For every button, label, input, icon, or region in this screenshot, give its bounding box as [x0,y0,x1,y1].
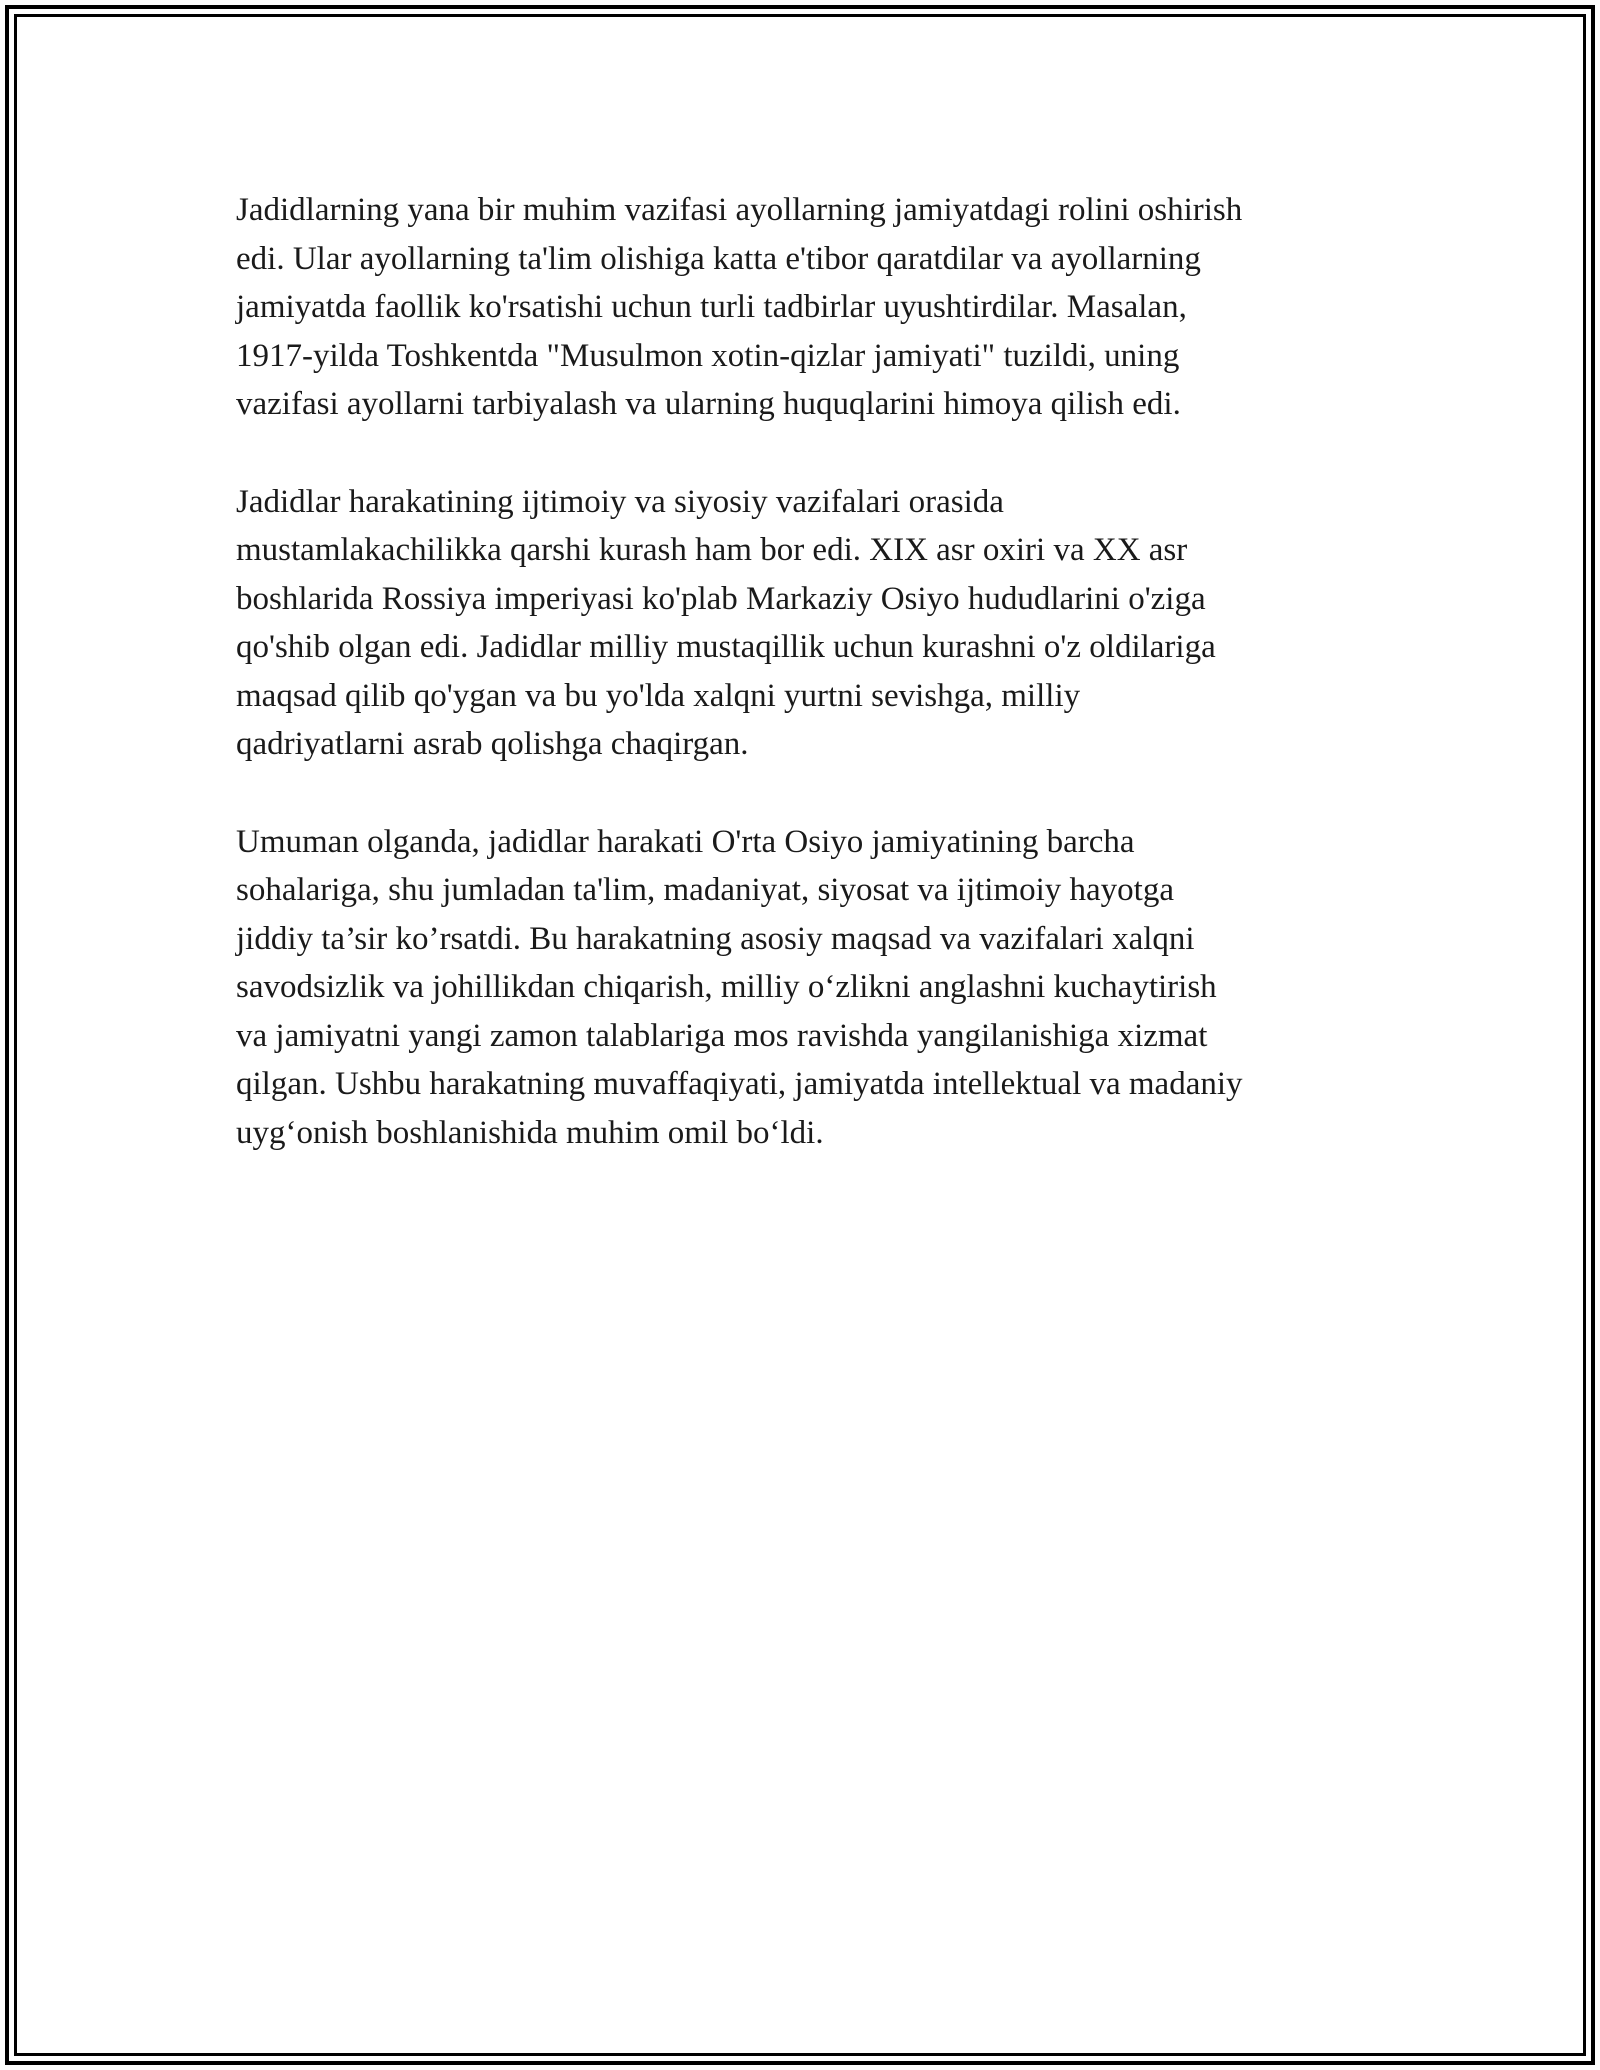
paragraph: Jadidlar harakatining ijtimoiy va siyosiy vazifalari orasida mustamlakachilikka qarshi kurash ham bor edi. XIX asr oxiri va XX asr boshlarida Rossiya imperiyasi ko'plab Markaziy Osiyo hududlarini o'ziga qo'shib olgan edi. Jadidlar milliy mustaqillik uchun kurashni o'z oldilariga maqsad qilib qo'ygan va bu yo'lda xalqni yurtni sevishga, milliy qadriyatlarni asrab qolishga chaqirgan. [236,483,1216,762]
paragraph: Umuman olganda, jadidlar harakati O'rta Osiyo jamiyatining barcha sohalariga, shu jumladan ta'lim, madaniyat, siyosat va ijtimoiy hayotga jiddiy ta’sir ko’rsatdi. Bu harakatning asosiy maqsad va vazifalari xalqni savodsizlik va johillikdan chiqarish, milliy o‘zlikni anglashni kuchaytirish va jamiyatni yangi zamon talablariga mos ravishda yangilanishiga xizmat qilgan. Ushbu harakatning muvaffaqiyati, jamiyatda intellektual va madaniy uyg‘onish boshlanishida muhim omil bo‘ldi. [236,823,1243,1151]
paragraph: Jadidlarning yana bir muhim vazifasi ayollarning jamiyatdagi rolini oshirish edi. Ular ayollarning ta'lim olishiga katta e'tibor qaratdilar va ayollarning jamiyatda faollik ko'rsatishi uchun turli tadbirlar uyushtirdilar. Masalan, 1917-yilda Toshkentda "Musulmon xotin-qizlar jamiyati" tuzildi, uning vazifasi ayollarni tarbiyalash va ularning huquqlarini himoya qilish edi. [236,192,1243,422]
document-body [236,186,1361,1206]
